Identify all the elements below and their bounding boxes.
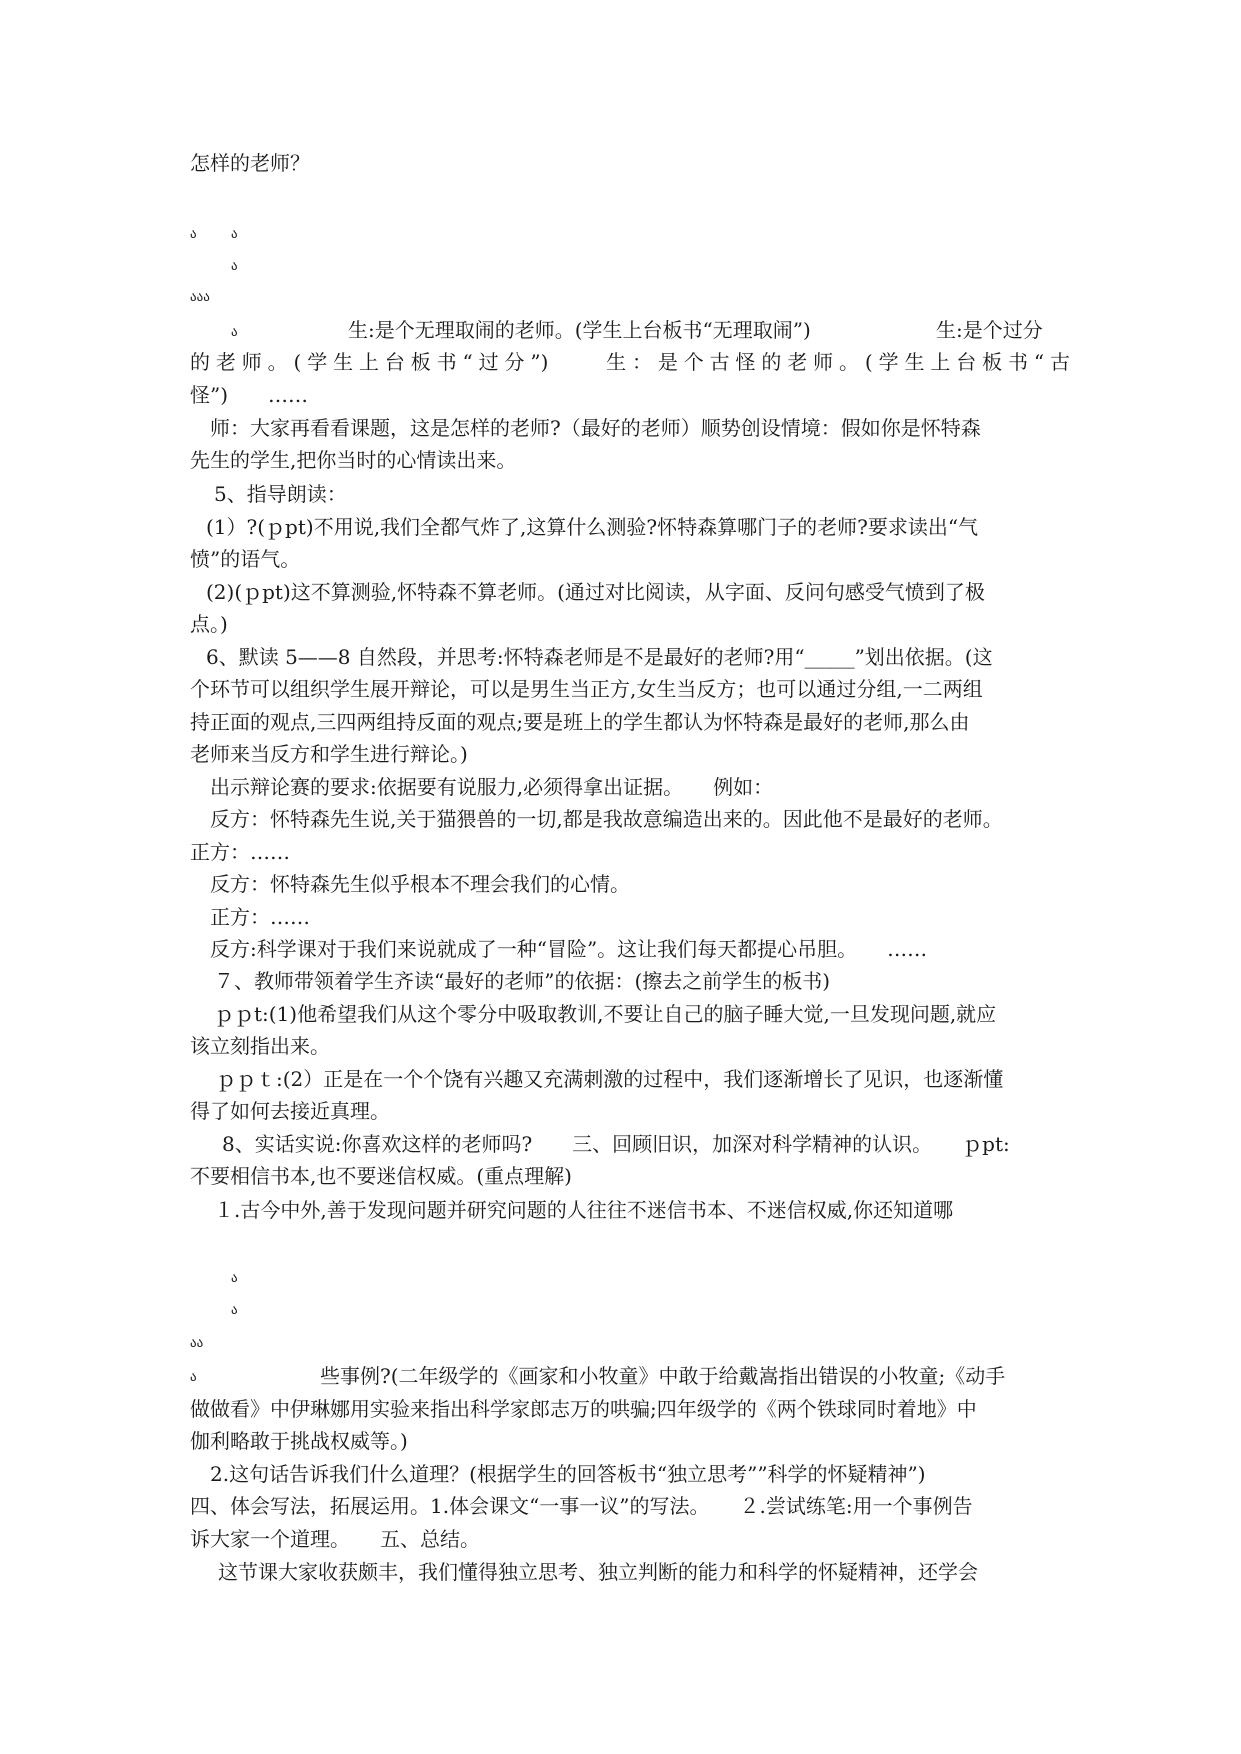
text-line: 6、默读 5——8 自然段，并思考:怀特森老师是不是最好的老师?用“_____”划出依据。(这 — [206, 645, 993, 669]
stray-mark: ააა — [190, 290, 210, 305]
text-line: 不要相信书本,也不要迷信权威。(重点理解) — [190, 1164, 572, 1188]
text-line: 四、体会写法，拓展运用。1.体会课文“一事一议”的写法。 ２.尝试练笔:用一个事例告 — [190, 1494, 973, 1518]
text-line: 的老师。(学生上台板书“过分”) 生：是个古怪的老师。(学生上台板书“古 — [190, 350, 1070, 374]
stray-mark: ა — [231, 325, 238, 340]
text-line: 生:是个无理取闹的老师。(学生上台板书“无理取闹”) — [348, 318, 811, 342]
text-line: 老师来当反方和学生进行辩论。) — [190, 742, 468, 766]
text-line: (1）?(ｐpt)不用说,我们全都气炸了,这算什么测验?怀特森算哪门子的老师?要求读出“气 — [206, 515, 979, 539]
stray-mark: ა — [231, 227, 238, 242]
text-line: １.古今中外,善于发现问题并研究问题的人往往不迷信书本、不迷信权威,你还知道哪 — [214, 1198, 954, 1222]
text-line: 持正面的观点,三四两组持反面的观点;要是班上的学生都认为怀特森是最好的老师,那么由 — [190, 710, 970, 734]
text-line: 该立刻指出来。 — [190, 1034, 330, 1058]
stray-mark: ა — [190, 227, 197, 242]
text-line: 反方：怀特森先生似乎根本不理会我们的心情。 — [210, 872, 630, 896]
text-line: (2)(ｐpt)这不算测验,怀特森不算老师。(通过对比阅读，从字面、反问句感受气愤到了极 — [206, 580, 985, 604]
text-line: ７、教师带领着学生齐读“最好的老师”的依据：(擦去之前学生的板书) — [214, 969, 831, 993]
text-line: 这节课大家收获颇丰，我们懂得独立思考、独立判断的能力和科学的怀疑精神，还学会 — [218, 1560, 978, 1584]
text-line: 愤”的语气。 — [190, 547, 301, 571]
text-line: 做做看》中伊琳娜用实验来指出科学家郎志万的哄骗;四年级学的《两个铁球同时着地》中 — [190, 1397, 977, 1421]
text-line: ｐｐｔ:(2）正是在一个个饶有兴趣又充满刺激的过程中，我们逐渐增长了见识，也逐渐懂 — [216, 1067, 1004, 1091]
stray-mark: აა — [190, 1336, 204, 1351]
stray-mark: ა — [231, 1271, 238, 1286]
text-line: 个环节可以组织学生展开辩论，可以是男生当正方,女生当反方；也可以通过分组,一二两组 — [190, 677, 983, 701]
text-line: 伽利略敢于挑战权威等。) — [190, 1429, 408, 1453]
text-line: 怪”) …… — [190, 383, 309, 407]
text-line: 反方:科学课对于我们来说就成了一种“冒险”。这让我们每天都提心吊胆。 …… — [210, 937, 928, 961]
text-line: 8、实话实说:你喜欢这样的老师吗? 三、回顾旧识，加深对科学精神的认识。 ｐpt: — [222, 1132, 1010, 1156]
text-line: 诉大家一个道理。 五、总结。 — [190, 1527, 480, 1551]
text-line: 得了如何去接近真理。 — [190, 1099, 390, 1123]
text-line: 师：大家再看看课题，这是怎样的老师?（最好的老师）顺势创设情境：假如你是怀特森 — [210, 416, 981, 440]
text-line: 出示辩论赛的要求:依据要有说服力,必须得拿出证据。 例如： — [210, 775, 774, 799]
stray-mark: ა — [231, 1303, 238, 1318]
text-line: 正方：…… — [190, 840, 290, 864]
stray-mark: ა — [190, 1370, 197, 1385]
text-line: 反方：怀特森先生说,关于猫猥兽的一切,都是我故意编造出来的。因此他不是最好的老师。 — [210, 807, 1003, 831]
text-line: 先生的学生,把你当时的心情读出来。 — [190, 448, 517, 472]
stray-mark: ა — [231, 259, 238, 274]
text-line: 怎样的老师？ — [190, 151, 310, 175]
text-line: ｐｐt:(1)他希望我们从这个零分中吸取教训,不要让自己的脑子睡大觉,一旦发现问题,就应 — [214, 1002, 997, 1026]
text-line: 5、指导朗读： — [214, 482, 347, 506]
text-line: 生:是个过分 — [936, 318, 1043, 342]
text-line: 些事例?(二年级学的《画家和小牧童》中敢于给戴嵩指出错误的小牧童;《动手 — [320, 1364, 1006, 1388]
text-line: 点。) — [190, 612, 228, 636]
text-line: 2.这句话告诉我们什么道理？(根据学生的回答板书“独立思考””科学的怀疑精神”) — [210, 1462, 926, 1486]
text-line: 正方：…… — [210, 905, 310, 929]
